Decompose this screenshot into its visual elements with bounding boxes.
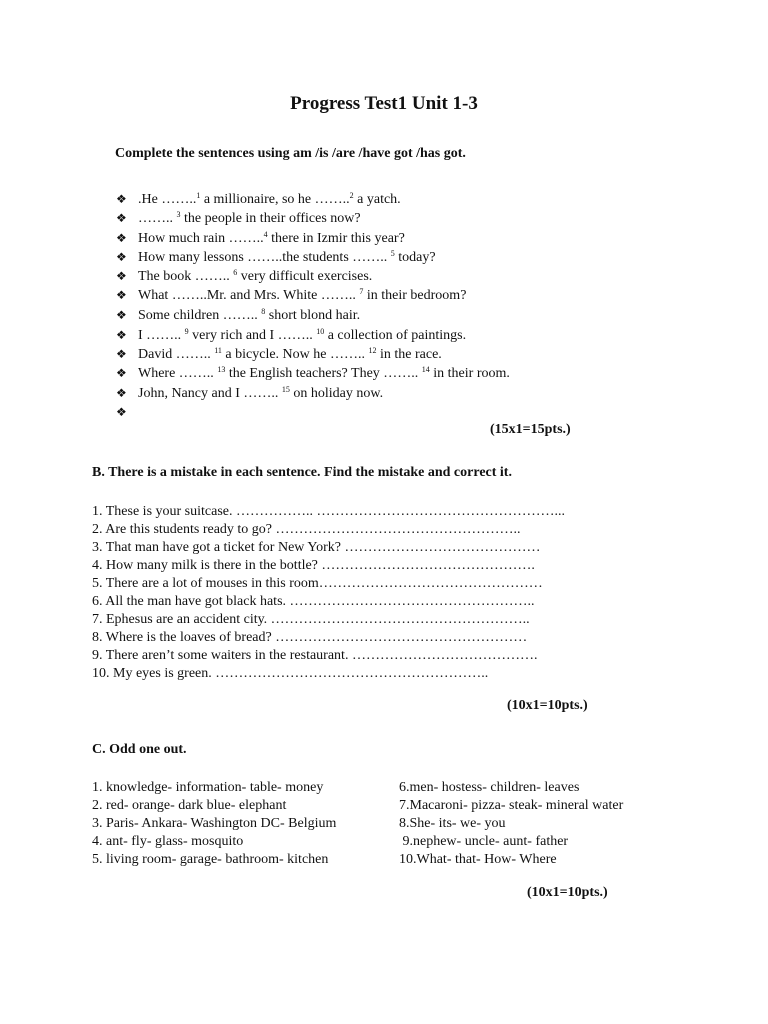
section-c-item-right: 6.men- hostess- children- leaves bbox=[399, 780, 580, 795]
section-c-item-left: 4. ant- fly- glass- mosquito bbox=[92, 834, 244, 849]
blank-number: 8 bbox=[261, 307, 266, 316]
bullet-icon: ❖ bbox=[116, 366, 127, 380]
bullet-icon: ❖ bbox=[116, 347, 127, 361]
blank-number: 12 bbox=[368, 346, 377, 355]
section-b-item: 9. There aren’t some waiters in the restaurant. …………………………………. bbox=[92, 648, 538, 663]
section-a-instruction: Complete the sentences using am /is /are /have got /has got. bbox=[115, 146, 466, 161]
bullet-icon: ❖ bbox=[116, 231, 127, 245]
section-c-heading: C. Odd one out. bbox=[92, 742, 187, 757]
blank-number: 2 bbox=[349, 191, 354, 200]
blank-number: 9 bbox=[184, 327, 189, 336]
section-a-points: (15x1=15pts.) bbox=[490, 422, 571, 437]
page-title: Progress Test1 Unit 1-3 bbox=[290, 93, 478, 114]
section-a-item-text: I …….. $^9$ very rich and I …….. $^{10}$ a collection of paintings. bbox=[138, 327, 467, 343]
section-b-item: 1. These is your suitcase. …………….. ……………………………………………... bbox=[92, 504, 565, 519]
bullet-icon: ❖ bbox=[116, 288, 127, 302]
section-c-item-left: 5. living room- garage- bathroom- kitchen bbox=[92, 852, 329, 867]
section-c-points: (10x1=10pts.) bbox=[527, 885, 608, 900]
section-b-item: 2. Are this students ready to go? …………………………………………….. bbox=[92, 522, 521, 537]
blank-number: 14 bbox=[421, 365, 430, 374]
section-c-item-left: 3. Paris- Ankara- Washington DC- Belgium bbox=[92, 816, 337, 831]
section-b-item: 3. That man have got a ticket for New York? …………………………………… bbox=[92, 540, 541, 555]
section-a-item-text: How much rain ……..$^4$ there in Izmir this year? bbox=[138, 230, 405, 246]
section-a-item-text: Some children …….. $^8$ short blond hair. bbox=[138, 307, 361, 323]
section-a-item-text: …….. $^3$ the people in their offices now? bbox=[138, 210, 361, 226]
blank-number: 5 bbox=[390, 249, 395, 258]
section-a-item-text: Where …….. $^{13}$ the English teachers? They …….. $^{14}$ in their room. bbox=[138, 365, 510, 381]
section-c-item-left: 1. knowledge- information- table- money bbox=[92, 780, 324, 795]
section-b-item: 5. There are a lot of mouses in this room………………………………………… bbox=[92, 576, 543, 591]
section-a-item-text: The book …….. $^6$ very difficult exercises. bbox=[138, 268, 373, 284]
section-c-item-right: 8.She- its- we- you bbox=[399, 816, 506, 831]
bullet-icon: ❖ bbox=[116, 308, 127, 322]
section-b-item: 7. Ephesus are an accident city. ……………………………………………….. bbox=[92, 612, 530, 627]
blank-number: 11 bbox=[214, 346, 222, 355]
section-a-item-text: .He ……..$^1$ a millionaire, so he ……..$^2$ a yatch. bbox=[138, 191, 401, 207]
section-c-item-right: 10.What- that- How- Where bbox=[399, 852, 557, 867]
blank-number: 3 bbox=[176, 210, 181, 219]
blank-number: 1 bbox=[196, 191, 201, 200]
section-a-item-text: How many lessons ……..the students …….. $^5$ today? bbox=[138, 249, 436, 265]
bullet-icon: ❖ bbox=[116, 250, 127, 264]
section-b-item: 10. My eyes is green. ………………………………………………….. bbox=[92, 666, 489, 681]
section-a-item-text: What ……..Mr. and Mrs. White …….. $^7$ in their bedroom? bbox=[138, 287, 467, 303]
section-c-item-right: 7.Macaroni- pizza- steak- mineral water bbox=[399, 798, 624, 813]
blank-number: 15 bbox=[281, 385, 290, 394]
bullet-icon: ❖ bbox=[116, 405, 127, 419]
blank-number: 4 bbox=[263, 230, 268, 239]
blank-number: 6 bbox=[233, 268, 238, 277]
blank-number: 10 bbox=[316, 327, 325, 336]
section-b-item: 6. All the man have got black hats. …………………………………………….. bbox=[92, 594, 535, 609]
section-b-heading: B. There is a mistake in each sentence. Find the mistake and correct it. bbox=[92, 465, 512, 480]
bullet-icon: ❖ bbox=[116, 386, 127, 400]
section-c-item-left: 2. red- orange- dark blue- elephant bbox=[92, 798, 287, 813]
section-b-points: (10x1=10pts.) bbox=[507, 698, 588, 713]
bullet-icon: ❖ bbox=[116, 328, 127, 342]
blank-number: 13 bbox=[217, 365, 226, 374]
bullet-icon: ❖ bbox=[116, 192, 127, 206]
bullet-icon: ❖ bbox=[116, 211, 127, 225]
section-a-item-text: David …….. $^{11}$ a bicycle. Now he …….. $^{12}$ in the race. bbox=[138, 346, 442, 362]
bullet-icon: ❖ bbox=[116, 269, 127, 283]
blank-number: 7 bbox=[359, 287, 364, 296]
section-a-item-text: John, Nancy and I …….. $^{15}$ on holiday now. bbox=[138, 385, 384, 401]
section-c-item-right: 9.nephew- uncle- aunt- father bbox=[399, 834, 569, 849]
section-b-item: 4. How many milk is there in the bottle? ………………………………………. bbox=[92, 558, 535, 573]
section-b-item: 8. Where is the loaves of bread? ……………………………………………… bbox=[92, 630, 528, 645]
